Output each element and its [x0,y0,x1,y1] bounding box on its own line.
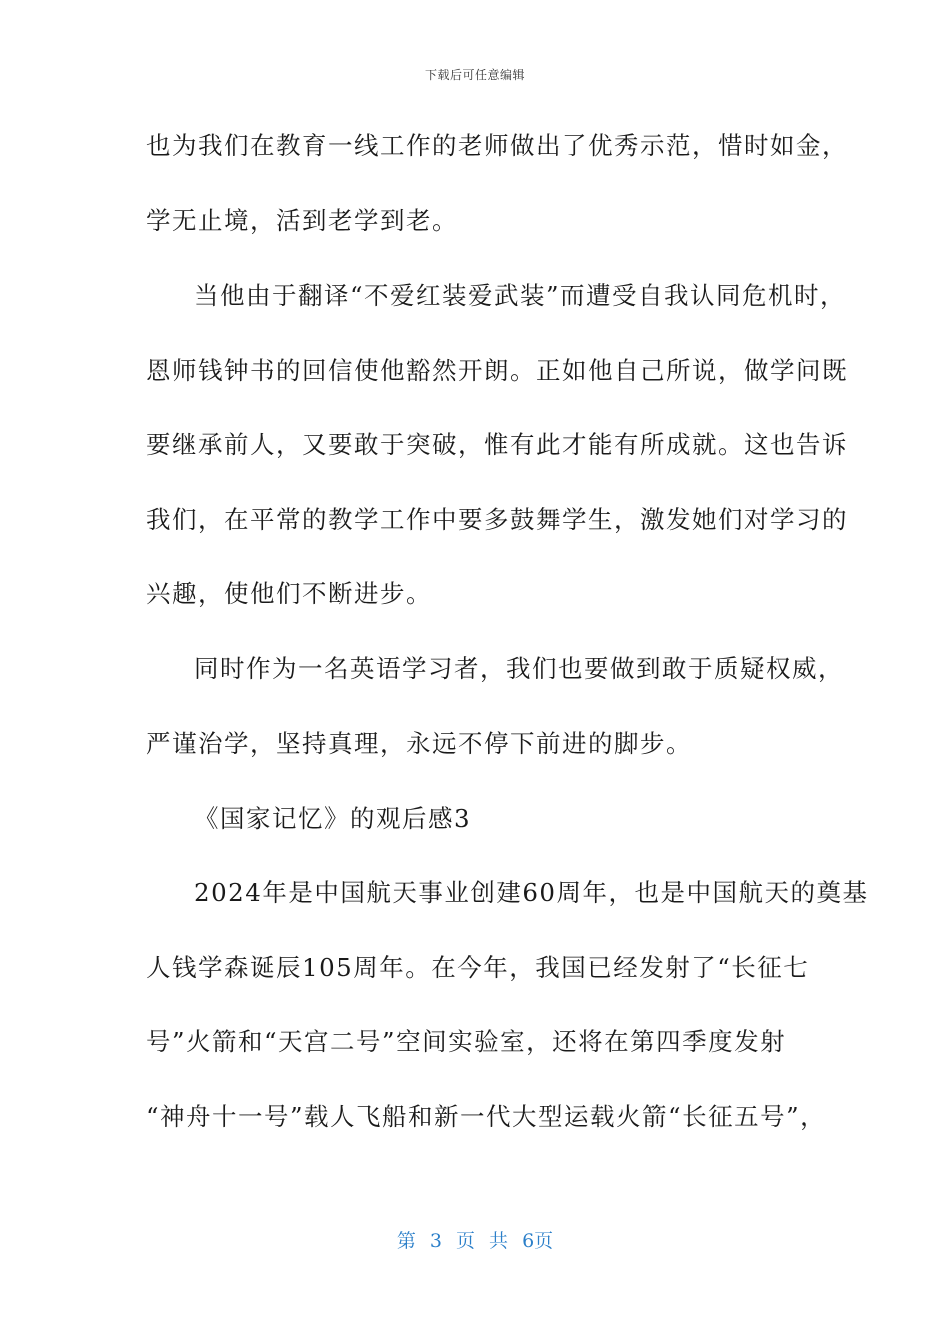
body-line: 学无止境，活到老学到老。 [146,206,458,235]
body-line: 人钱学森诞辰105周年。在今年，我国已经发射了“长征七 [146,953,810,982]
body-line: 我们，在平常的教学工作中要多鼓舞学生，激发她们对学习的 [146,505,848,534]
body-line: 当他由于翻译“不爱红装爱武装”而遭受自我认同危机时， [194,281,847,310]
body-line: 号”火箭和“天宫二号”空间实验室，还将在第四季度发射 [146,1027,787,1056]
body-line: 也为我们在教育一线工作的老师做出了优秀示范，惜时如金， [146,131,848,160]
body-line: “神舟十一号”载人飞船和新一代大型运载火箭“长征五号”， [146,1102,827,1131]
body-line: 同时作为一名英语学习者，我们也要做到敢于质疑权威， [194,654,844,683]
section-heading: 《国家记忆》的观后感3 [194,804,472,833]
body-line: 恩师钱钟书的回信使他豁然开朗。正如他自己所说，做学问既 [146,356,848,385]
body-line: 兴趣，使他们不断进步。 [146,579,432,608]
page-number: 第 3 页 共 6页 [396,1230,554,1252]
page-header: 下载后可任意编辑 [424,68,525,82]
body-line: 严谨治学，坚持真理，永远不停下前进的脚步。 [146,729,692,758]
body-line: 要继承前人，又要敢于突破，惟有此才能有所成就。这也告诉 [146,430,848,459]
body-line: 2024年是中国航天事业创建60周年，也是中国航天的奠基 [194,878,869,907]
